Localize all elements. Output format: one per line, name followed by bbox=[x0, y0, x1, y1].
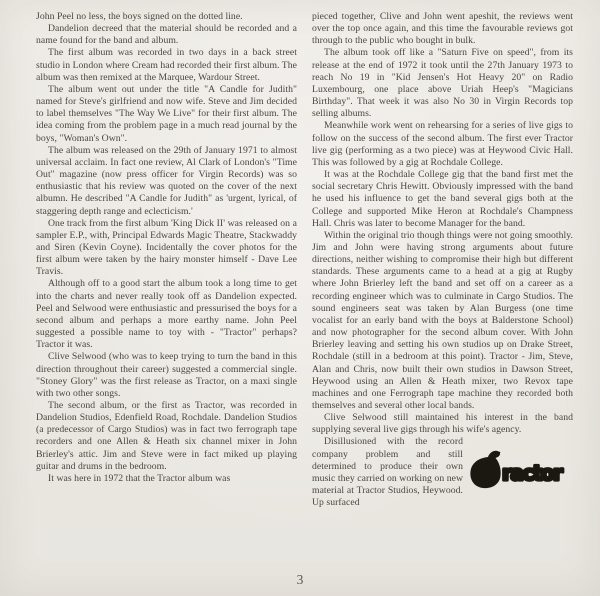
paragraph: Clive Selwood (who was to keep trying to turn the band in this direction throughout their career) suggested a commercial single. "Stoney Glory" was the first release as Tractor, on a maxi single with two other songs. bbox=[36, 351, 297, 399]
paragraph: The first album was recorded in two days in a back street studio in London where Cream had recorded their first album. The album was then remixed at the Marquee, Wardour Street. bbox=[36, 47, 298, 83]
text-columns bbox=[36, 11, 574, 509]
paragraph: The album was released on the 29th of January 1971 to almost universal acclaim. In fact one review, Al Clark of London's "Time Out" magazine (now press officer for Virgin Records) was so enthusiastic that his review was quoted on the cover of the next albumn. He described "A Candle for Judith" as 'urgent, lyrical, of staggering depth range and eclecticism.' bbox=[36, 144, 297, 217]
paragraph: Although off to a good start the album took a long time to get into the charts and never really took off as Dandelion expected. Peel and Selwood were enthusiastic and pressurised the boys for a second album and perhaps a more earthy name. John Peel suggested a possible name to toy with - "Tractor" perhaps? Tractor it was. bbox=[36, 278, 297, 351]
paragraph: It was here in 1972 that the Tractor album was bbox=[48, 472, 231, 484]
logo-text: ractor bbox=[502, 461, 562, 486]
paragraph: The second album, or the first as Tractor, was recorded in Dandelion Studios, Edenfield Road, Rochdale. Dandelion Studios (a predecessor of Cargo Studios) was in fact two ferrograph tape recorders and one Allen & Heath six channel mixer in John Brierley's attic. Jim and Steve were in fact miked up playing guitar and drums in the bedroom. bbox=[36, 400, 297, 472]
tractor-logo bbox=[469, 449, 573, 489]
left-column bbox=[36, 11, 297, 509]
paragraph: pieced together, Clive and John went apeshit, the reviews went over the top once again, and this time the favourable reviews got through to the public who bought in bulk. bbox=[312, 11, 573, 47]
paragraph: The album took off like a "Saturn Five on speed", from its release at the end of 1972 it took until the 27th January 1973 to reach No 19 in "Kid Jensen's Hot Heavy 20" on Radio Luxembourg, one place above Uriah Heep's "Magicians Birthday". That week it was also No 30 in Virgin Records top selling albums. bbox=[312, 47, 573, 120]
paragraph: The album went out under the title "A Candle for Judith" named for Steve's girlfriend and now wife. Steve and Jim decided to label themselves "The Way We Live" for their first album. The idea coming from the problem page in a much read journal by the boys, "Woman's Own". bbox=[36, 83, 297, 144]
paragraph: Within the original trio though things were not going smoothly. Jim and John were having strong arguments about future directions, neither wishing to compromise their high but different standards. These arguments came to a head at a gig at Rugby where John Brierley left the band and set off on a career as a recording engineer which was to culminate in Cargo Studios. The sound engineers seat was taken by Alan Burgess (one time vocalist for an early band with the boys at Balderstone School) and now photographer for the second album cover. With John Brierley leaving and setting his own studios up on Drake Street, Rochdale (still in a bedroom at this point). Tractor - Jim, Steve, Alan and Chris, now built their own studios in Dawson Street, Heywood using an Allen & Heath mixer, two Revox tape machines and one Ferrograph tape machine they recorded both themselves and several other local bands. bbox=[312, 229, 573, 411]
paragraph: John Peel no less, the boys signed on the dotted line. bbox=[36, 11, 243, 22]
paragraph: Meanwhile work went on rehearsing for a series of live gigs to follow on the success of the second album. The first ever Tractor live gig (performing as a two piece) was at Heywood Civic Hall. This was followed by a gig at Rochdale College. bbox=[312, 120, 573, 168]
right-column bbox=[312, 11, 573, 509]
paragraph-text: Disillusioned with the record company problem and still determined to produce their own music they carried on working on new material at Tractor Studios, Heywood. Up surfaced bbox=[312, 436, 463, 509]
paragraph bbox=[312, 436, 573, 509]
paragraph: Clive Selwood still maintained his interest in the band supplying several live gigs through his wife's agency. bbox=[312, 412, 573, 436]
paragraph: One track from the first album 'King Dick II' was released on a sampler E.P., with, Principal Edwards Magic Theatre, Stackwaddy and Siren (Kevin Coyne). Incidentally the cover photos for the first album were taken by the hairy monster himself - Dave Lee Travis. bbox=[36, 217, 297, 278]
paragraph: Dandelion decreed that the material should be recorded and a name found for the band and album. bbox=[36, 23, 297, 47]
paragraph: It was at the Rochdale College gig that the band first met the social secretary Chris Hewitt. Obviously impressed with the band he used his influence to get the band several gigs both at the College and supported Mike Heron at Rochdale's Champness Hall. Chris was later to become Manager for the band. bbox=[312, 169, 573, 229]
tractor-logo-icon bbox=[469, 449, 573, 489]
page-number: 3 bbox=[296, 572, 304, 587]
